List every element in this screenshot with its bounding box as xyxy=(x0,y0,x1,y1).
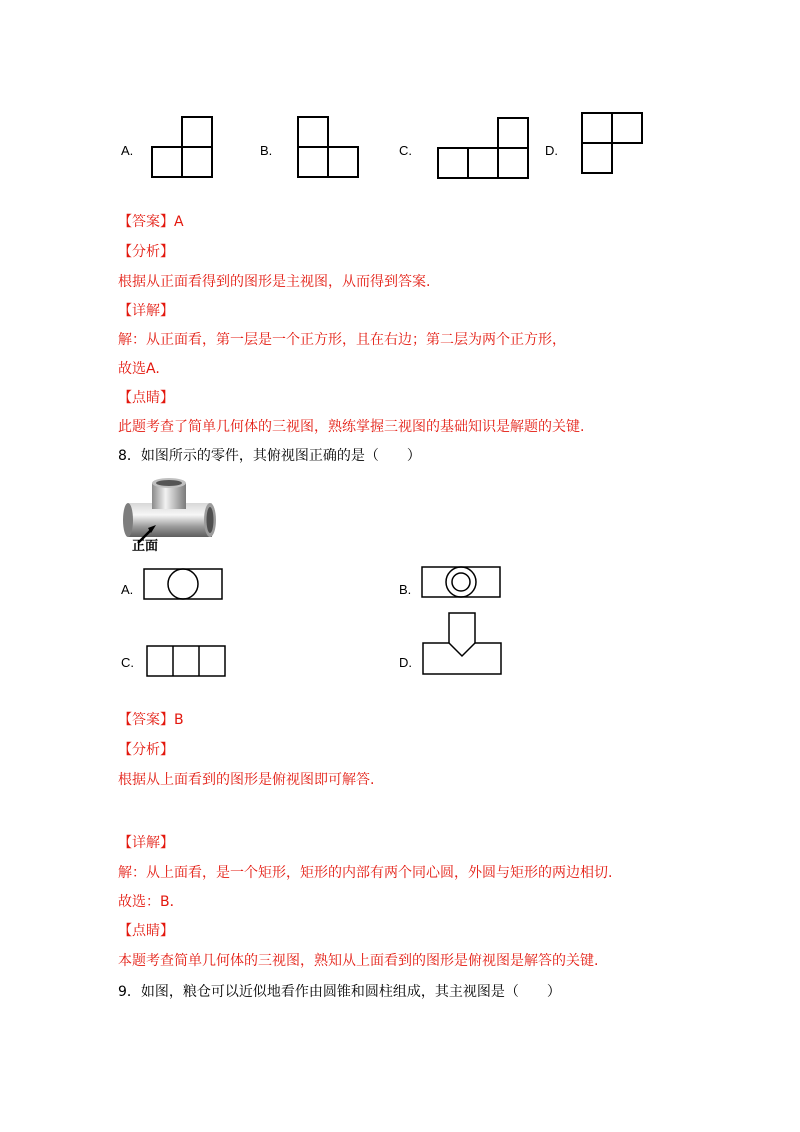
q8-analysis-title: 【分析】 xyxy=(118,742,174,758)
q8-option-a-figure[interactable] xyxy=(143,568,223,600)
q8-option-c-label[interactable]: C. xyxy=(121,655,134,670)
q7-answer: 【答案】A xyxy=(118,214,184,230)
tee-pipe-image xyxy=(120,477,220,557)
q8-analysis-text: 根据从上面看到的图形是俯视图即可解答. xyxy=(118,772,375,788)
q9-question: 9．如图，粮仓可以近似地看作由圆锥和圆柱组成，其主视图是（ ） xyxy=(118,984,561,1000)
q7-comment-text: 此题考查了简单几何体的三视图，熟练掌握三视图的基础知识是解题的关键. xyxy=(118,419,585,435)
q7-comment-title: 【点睛】 xyxy=(118,390,174,406)
q8-option-b-label[interactable]: B. xyxy=(399,582,412,597)
q8-detail-line-2: 故选：B． xyxy=(118,894,184,910)
q8-option-b-figure[interactable] xyxy=(421,566,501,598)
q8-detail-line-1: 解：从上面看，是一个矩形，矩形的内部有两个同心圆，外圆与矩形的两边相切. xyxy=(118,865,613,881)
q7-option-b-label[interactable]: B. xyxy=(260,143,273,158)
q8-detail-title: 【详解】 xyxy=(118,835,174,851)
q7-analysis-title: 【分析】 xyxy=(118,244,174,260)
q8-question: 8．如图所示的零件，其俯视图正确的是（ ） xyxy=(118,448,421,464)
q7-detail-title: 【详解】 xyxy=(118,303,174,319)
q7-detail-line-2: 故选A. xyxy=(118,361,160,377)
q7-detail-line-1: 解：从正面看，第一层是一个正方形，且在右边；第二层为两个正方形， xyxy=(118,332,566,348)
q7-analysis-text: 根据从正面看得到的图形是主视图，从而得到答案. xyxy=(118,274,431,290)
q7-option-d-label[interactable]: D. xyxy=(545,143,558,158)
q8-option-a-label[interactable]: A. xyxy=(121,582,134,597)
q8-comment-title: 【点睛】 xyxy=(118,923,174,939)
q8-option-d-figure[interactable] xyxy=(422,612,502,676)
q8-option-d-label[interactable]: D. xyxy=(399,655,412,670)
photo-front-label: 正面 xyxy=(132,539,159,554)
q8-comment-text: 本题考查简单几何体的三视图，熟知从上面看到的图形是俯视图是解答的关键. xyxy=(118,953,599,969)
q8-option-c-figure[interactable] xyxy=(146,645,226,677)
q7-option-c-label[interactable]: C. xyxy=(399,143,412,158)
q8-answer: 【答案】B xyxy=(118,712,184,728)
q7-option-a-label[interactable]: A. xyxy=(121,143,134,158)
